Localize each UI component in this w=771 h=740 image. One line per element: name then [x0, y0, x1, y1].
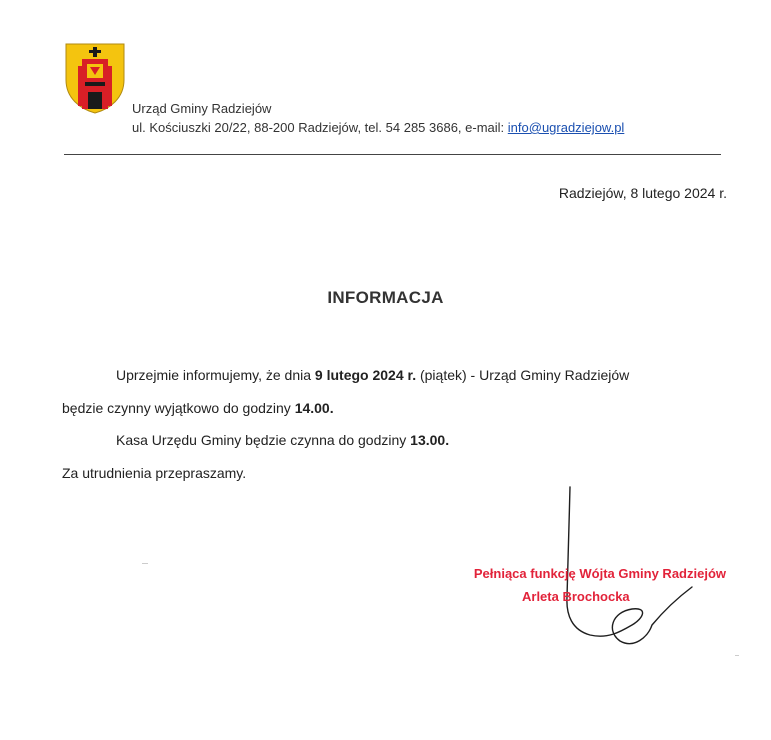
scan-speck — [142, 563, 148, 564]
document-title: INFORMACJA — [327, 288, 444, 307]
paragraph-1b-text: będzie czynny wyjątkowo do godziny — [62, 400, 295, 416]
date-line: Radziejów, 8 lutego 2024 r. — [558, 185, 727, 201]
paragraph-2-hour: 13.00. — [410, 432, 450, 448]
header-divider — [64, 154, 721, 155]
paragraph-2 — [116, 432, 449, 448]
org-address — [132, 120, 624, 135]
paragraph-1 — [116, 367, 629, 383]
signatory-role: Pełniąca funkcję Wójta Gminy Radziejów — [473, 566, 726, 581]
coat-of-arms-icon — [64, 42, 126, 114]
paragraph-1-continued — [62, 400, 334, 416]
paragraph-1-text: Uprzejmie informujemy, że dnia — [116, 367, 315, 383]
paragraph-1-text-end: (piątek) - Urząd Gminy Radziejów — [416, 367, 630, 383]
scan-speck — [735, 655, 739, 656]
paragraph-3: Za utrudnienia przepraszamy. — [62, 465, 247, 481]
paragraph-1b-hour: 14.00. — [294, 400, 334, 416]
org-address-text: ul. Kościuszki 20/22, 88-200 Radziejów, tel. 54 285 3686, e-mail: — [132, 120, 508, 135]
paragraph-1-date: 9 lutego 2024 r. — [314, 367, 417, 383]
paragraph-2-text: Kasa Urzędu Gminy będzie czynna do godziny — [116, 432, 411, 448]
org-name: Urząd Gminy Radziejów — [132, 101, 272, 116]
email-link[interactable]: info@ugradziejow.pl — [507, 120, 625, 135]
signatory-name: Arleta Brochocka — [522, 589, 630, 604]
